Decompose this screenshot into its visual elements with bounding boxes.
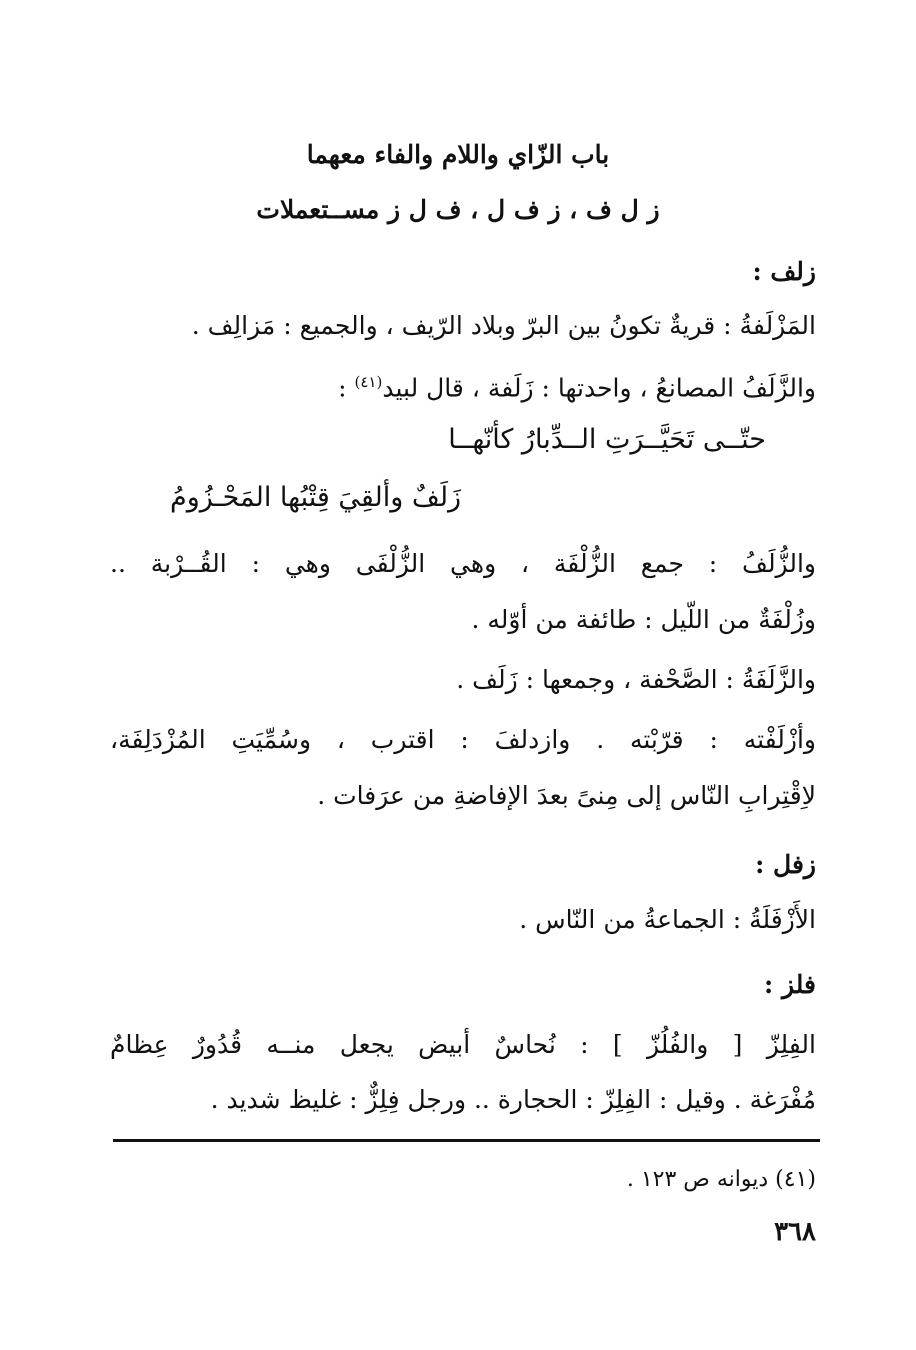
footnote-ref: (٤١) xyxy=(354,373,383,391)
text-line: والزَّلَفُ المصانعُ ، واحدتها : زَلَفة ، قال لبيد$^{(٤١)}$ : xyxy=(338,373,816,403)
footnote: (٤١) ديوانه ص ١٢٣ . xyxy=(626,1167,816,1192)
root-permutations-subtitle: ز ل ف ، ز ف ل ، ف ل ز مســتعملات xyxy=(256,195,660,224)
footnote-separator xyxy=(113,1139,820,1142)
poem-hemistich-1: حتّــى تَحَيَّــرَتِ الــدِّبارُ كأنّهــا xyxy=(448,424,766,455)
text-line: الفِلِزّ [ والفُلُزّ ] : نُحاسٌ أبيض يجعل منــه قُدُورٌ عِظامٌ xyxy=(110,1030,816,1059)
text-line: وأزْلَفْته : قرّبْته . وازدلفَ : اقترب ، وسُمِّيَتِ المُزْدَلِفَة، xyxy=(110,725,816,754)
page-number: ٣٦٨ xyxy=(774,1217,816,1247)
text-line: والزُّلَفُ : جمع الزُّلْفَة ، وهي الزُّلْفَى وهي : القُــرْبة .. xyxy=(110,549,816,578)
text-line: والزَّلَفَةُ : الصَّحْفة ، وجمعها : زَلَف . xyxy=(456,665,816,694)
text-line: المَزْلَفةُ : قريةٌ تكونُ بين البرّ وبلاد الرّيف ، والجميع : مَزالِف . xyxy=(191,311,816,340)
text-line: لاِقْتِرابِ النّاس إلى مِنىً بعدَ الإفاضةِ من عرَفات . xyxy=(317,781,816,810)
text-line: مُفْرَغة . وقيل : الفِلِزّ : الحجارة .. ورجل فِلِزٌّ : غليظ شديد . xyxy=(210,1085,816,1114)
entry-head-zalf: زلف : xyxy=(752,257,816,286)
poem-hemistich-2: زَلَفٌ وأُلقِيَ قِتْبُها المَحْـزُومُ xyxy=(170,482,462,513)
entry-head-zafl: زفل : xyxy=(755,850,816,879)
text-line: الأَزْفَلَةُ : الجماعةُ من النّاس . xyxy=(519,905,816,934)
entry-head-falaz: فلز : xyxy=(764,970,816,999)
text-line: وزُلْفَةٌ من اللّيل : طائفة من أوّله . xyxy=(471,605,816,634)
chapter-title: باب الزّاي واللام والفاء معهما xyxy=(306,140,610,169)
